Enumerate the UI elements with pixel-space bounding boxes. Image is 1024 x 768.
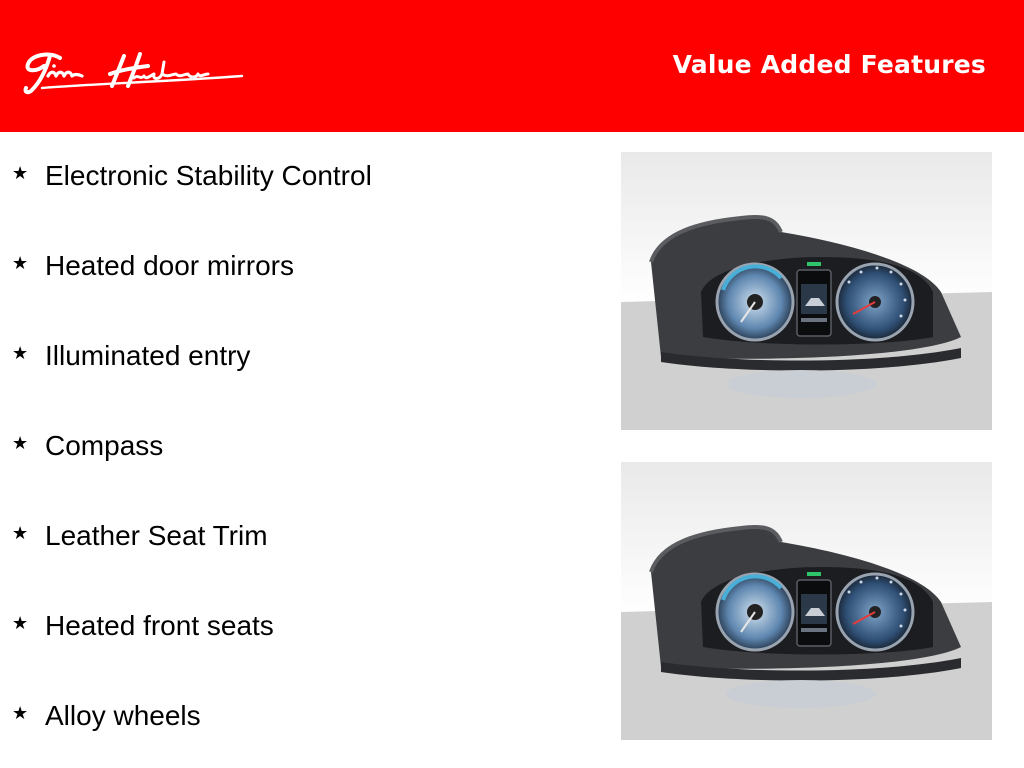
star-icon: ★ [12,522,29,543]
list-item [12,426,163,466]
star-icon: ★ [12,612,29,633]
star-icon: ★ [12,432,29,453]
feature-label: Electronic Stability Control [45,160,372,191]
list-item [12,606,274,646]
list-item [12,516,268,556]
feature-label: Alloy wheels [45,700,201,731]
list-item [12,246,294,286]
feature-label: Illuminated entry [45,340,251,371]
jim-hudson-logo [20,44,246,98]
list-item [12,696,201,736]
header-banner [0,0,1024,132]
instrument-cluster-photo [621,152,992,430]
star-icon: ★ [12,162,29,183]
feature-label: Heated door mirrors [45,250,294,281]
feature-label: Compass [45,430,164,461]
feature-label: Leather Seat Trim [45,520,268,551]
list-item [12,336,250,376]
list-item [12,156,372,196]
star-icon: ★ [12,252,29,273]
page-title: Value Added Features [672,50,986,79]
instrument-cluster-photo [621,462,992,740]
star-icon: ★ [12,342,29,363]
star-icon: ★ [12,702,29,723]
feature-label: Heated front seats [45,610,274,641]
